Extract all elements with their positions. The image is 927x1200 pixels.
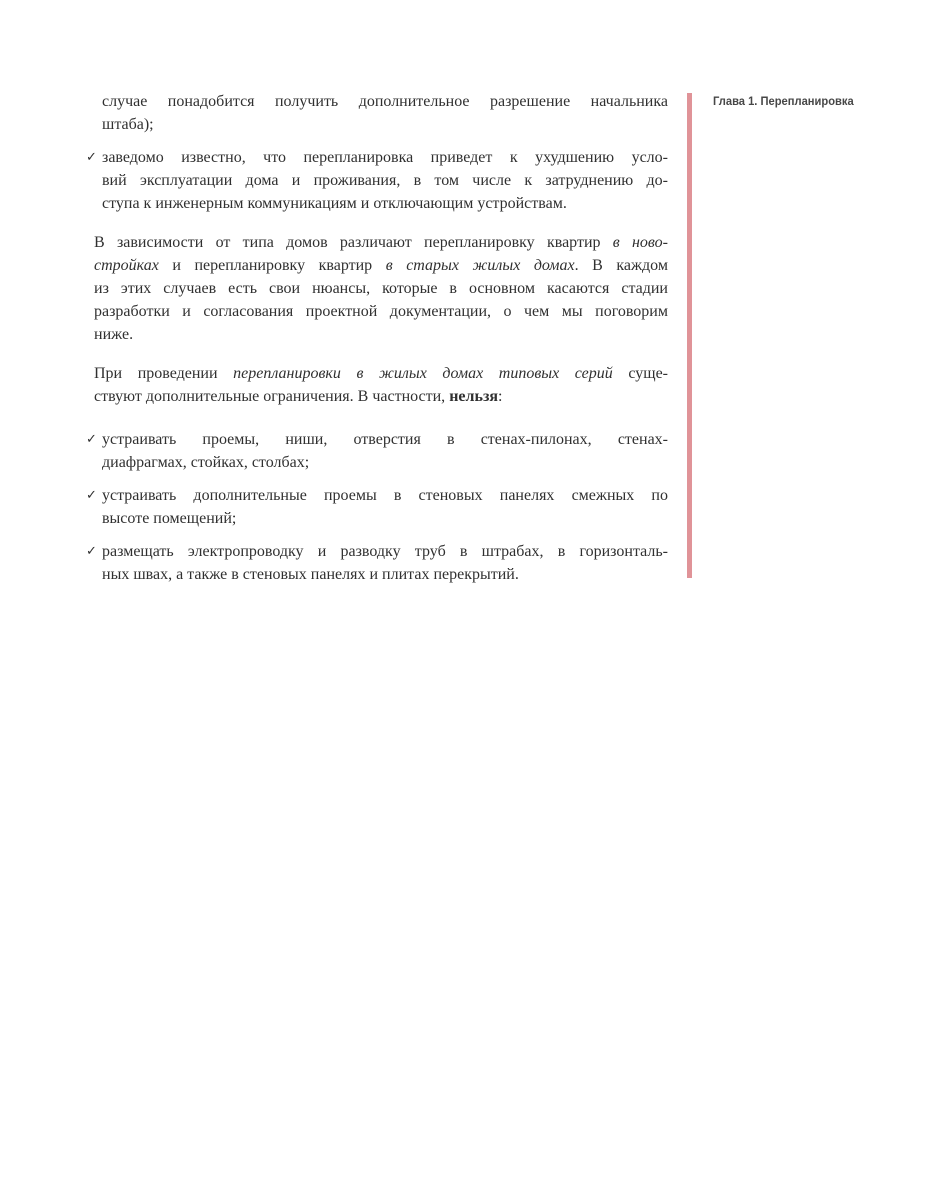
text-line — [94, 323, 668, 346]
text-segment: случае понадобится получить дополнительное разрешение начальника — [102, 93, 668, 110]
list-item — [86, 484, 668, 530]
text-segment: : — [498, 388, 503, 405]
text-segment: в ново- — [612, 234, 668, 251]
text-segment: . В каждом — [574, 257, 668, 274]
paragraph — [94, 362, 668, 408]
text-segment: в старых жилых домах — [385, 257, 575, 274]
text-segment: перепланировки в жилых домах типовых серий — [233, 365, 613, 382]
text-segment: штаба); — [102, 116, 154, 133]
text-line — [94, 300, 668, 323]
text-segment: и перепланировку квартир — [158, 257, 386, 274]
text-segment: устраивать проемы, ниши, отверстия в стенах-пилонах, стенах- — [102, 431, 668, 448]
checkmark-icon: ✓ — [86, 432, 97, 447]
text-segment: устраивать дополнительные проемы в стеновых панелях смежных по — [102, 487, 668, 504]
text-segment: разработки и согласования проектной документации, о чем мы поговорим — [94, 303, 668, 320]
text-line — [94, 362, 668, 385]
chapter-accent-bar — [687, 93, 692, 578]
text-segment: В зависимости от типа домов различают перепланировку квартир — [94, 234, 613, 251]
paragraph — [94, 231, 668, 346]
text-line — [102, 484, 668, 507]
text-line — [102, 428, 668, 451]
text-line — [102, 192, 668, 215]
text-segment: ных швах, а также в стеновых панелях и плитах перекрытий. — [102, 566, 519, 583]
text-line — [102, 540, 668, 563]
text-segment: стройках — [94, 257, 159, 274]
text-line — [102, 169, 668, 192]
text-segment: из этих случаев есть свои нюансы, которые в основном касаются стадии — [94, 280, 668, 297]
text-segment: высоте помещений; — [102, 510, 237, 527]
text-segment: суще- — [612, 365, 669, 382]
text-segment: вий эксплуатации дома и проживания, в том числе к затруднению до- — [102, 172, 668, 189]
text-line — [94, 277, 668, 300]
checkmark-icon: ✓ — [86, 150, 97, 165]
text-segment: ниже. — [94, 326, 134, 343]
text-segment: ствуют дополнительные ограничения. В частности, — [94, 388, 450, 405]
list-item — [94, 90, 668, 136]
running-head-chapter: Глава 1. Перепланировка — [713, 94, 854, 108]
text-segment: При проведении — [94, 365, 234, 382]
text-line — [102, 451, 668, 474]
page-content — [86, 90, 669, 586]
checkmark-icon: ✓ — [86, 488, 97, 503]
text-line — [102, 90, 668, 113]
text-line — [102, 563, 668, 586]
text-line — [102, 507, 668, 530]
text-line — [102, 146, 668, 169]
list-item — [86, 428, 668, 474]
text-segment: ступа к инженерным коммуникациям и отключающим устройствам. — [102, 195, 567, 212]
text-line — [94, 231, 668, 254]
list-item — [86, 540, 668, 586]
text-segment: нельзя — [449, 388, 499, 405]
text-segment: диафрагмах, стойках, столбах; — [102, 454, 310, 471]
checkmark-icon: ✓ — [86, 544, 97, 559]
text-line — [94, 254, 668, 277]
text-line — [102, 113, 668, 136]
text-segment: заведомо известно, что перепланировка приведет к ухудшению усло- — [102, 149, 668, 166]
list-item — [86, 146, 668, 215]
text-line — [94, 385, 668, 408]
text-segment: размещать электропроводку и разводку труб в штрабах, в горизонталь- — [102, 543, 668, 560]
